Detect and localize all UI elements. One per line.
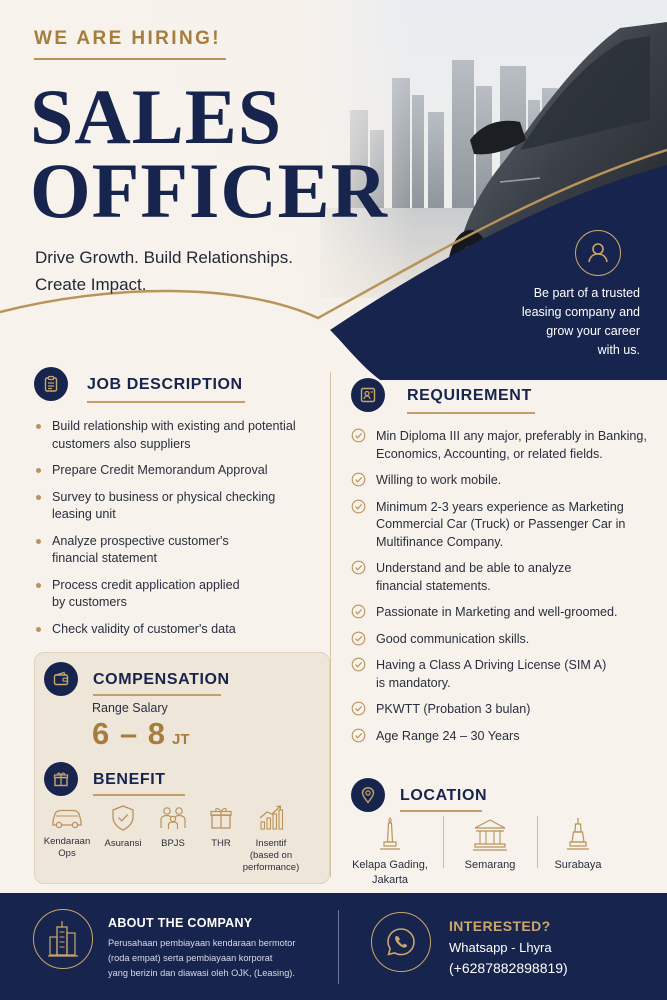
shield-check-icon	[110, 804, 136, 832]
tagline	[35, 244, 293, 298]
benefit-underline	[93, 794, 185, 796]
check-circle-icon	[351, 728, 366, 743]
hero-note	[500, 284, 640, 360]
growth-chart-icon	[256, 804, 286, 832]
compensation-title: COMPENSATION	[93, 671, 230, 688]
location-item: Surabaya	[530, 816, 626, 873]
tower-icon	[565, 816, 591, 852]
list-item: Analyze prospective customer's financial statement	[36, 533, 316, 568]
list-item: Age Range 24 – 30 Years	[351, 728, 651, 746]
list-item: Process credit application applied by customers	[36, 577, 316, 612]
about-company-title: ABOUT THE COMPANY	[108, 916, 253, 930]
check-circle-icon	[351, 560, 366, 575]
check-circle-icon	[351, 499, 366, 514]
contact-phone[interactable]: (+6287882898819)	[449, 960, 568, 976]
salary-unit: JT	[172, 731, 190, 748]
job-description-underline	[87, 401, 245, 403]
requirement-list	[351, 428, 651, 754]
job-description-title: JOB DESCRIPTION	[87, 376, 243, 393]
whatsapp-icon[interactable]	[371, 912, 431, 972]
eyebrow-underline	[34, 58, 226, 60]
column-divider	[330, 372, 331, 877]
salary-range: 6 – 8	[92, 716, 166, 751]
map-pin-icon	[351, 778, 385, 812]
tagline-line-1: Drive Growth. Build Relationships.	[35, 248, 293, 267]
monument-icon	[377, 816, 403, 852]
hero-note-line: leasing company and	[521, 305, 640, 319]
salary-label: Range Salary	[92, 701, 168, 715]
list-item: PKWTT (Probation 3 bulan)	[351, 701, 651, 719]
benefit-title: BENEFIT	[93, 771, 166, 788]
list-item: Passionate in Marketing and well-groomed.	[351, 604, 651, 622]
gift-icon	[44, 762, 78, 796]
list-item: Prepare Credit Memorandum Approval	[36, 462, 316, 480]
check-circle-icon	[351, 631, 366, 646]
hero-note-line: Be part of a trusted	[533, 286, 640, 300]
location-underline	[400, 810, 482, 812]
check-circle-icon	[351, 472, 366, 487]
temple-icon	[471, 816, 509, 852]
requirement-title: REQUIREMENT	[407, 387, 532, 404]
person-icon	[575, 230, 621, 276]
job-description-list	[36, 418, 316, 647]
clipboard-icon	[34, 367, 68, 401]
benefit-item: Kendaraan Ops	[40, 804, 94, 860]
tagline-line-2: Create Impact.	[35, 275, 147, 294]
footer-divider	[338, 910, 339, 984]
requirement-underline	[407, 412, 535, 414]
check-circle-icon	[351, 428, 366, 443]
family-icon	[158, 804, 188, 832]
check-circle-icon	[351, 604, 366, 619]
building-icon	[33, 909, 93, 969]
list-item: Survey to business or physical checking leasing unit	[36, 489, 316, 524]
benefit-item: BPJS	[150, 804, 196, 850]
list-item: Build relationship with existing and potential customers also suppliers	[36, 418, 316, 453]
benefit-item: Insentif (based on performance)	[240, 804, 302, 874]
location-title: LOCATION	[400, 787, 488, 804]
job-title-line-2: OFFICER	[30, 147, 388, 234]
hiring-eyebrow: WE ARE HIRING!	[34, 28, 222, 49]
check-circle-icon	[351, 657, 366, 672]
gift-icon	[208, 804, 234, 832]
list-item: Check validity of customer's data	[36, 621, 316, 639]
hero-note-line: grow your career	[546, 324, 640, 338]
list-item: Good communication skills.	[351, 631, 651, 649]
list-item: Having a Class A Driving License (SIM A) is mandatory.	[351, 657, 651, 692]
contact-name: Whatsapp - Lhyra	[449, 940, 552, 955]
benefit-item: THR	[200, 804, 242, 850]
about-company-text: Perusahaan pembiayaan kendaraan bermotor (roda empat) serta pembiayaan korporat yang berizin dan diawasi oleh OJK, (Leasing).	[108, 938, 296, 978]
list-item: Willing to work mobile.	[351, 472, 651, 490]
car-icon	[49, 804, 85, 830]
location-item: Kelapa Gading, Jakarta	[342, 816, 438, 888]
wallet-icon	[44, 662, 78, 696]
compensation-underline	[93, 694, 221, 696]
benefit-item: Asuransi	[97, 804, 149, 850]
job-title-line-1: SALES	[30, 73, 283, 160]
list-item: Understand and be able to analyze financial statements.	[351, 560, 651, 595]
profile-card-icon	[351, 378, 385, 412]
list-item: Min Diploma III any major, preferably in Banking, Economics, Accounting, or related fields.	[351, 428, 651, 463]
location-item: Semarang	[442, 816, 538, 873]
check-circle-icon	[351, 701, 366, 716]
footer	[0, 893, 667, 1000]
interested-title: INTERESTED?	[449, 918, 551, 934]
hero-note-line: with us.	[597, 343, 640, 357]
list-item: Minimum 2-3 years experience as Marketing Commercial Car (Truck) or Passenger Car in Multifinance Company.	[351, 499, 651, 552]
